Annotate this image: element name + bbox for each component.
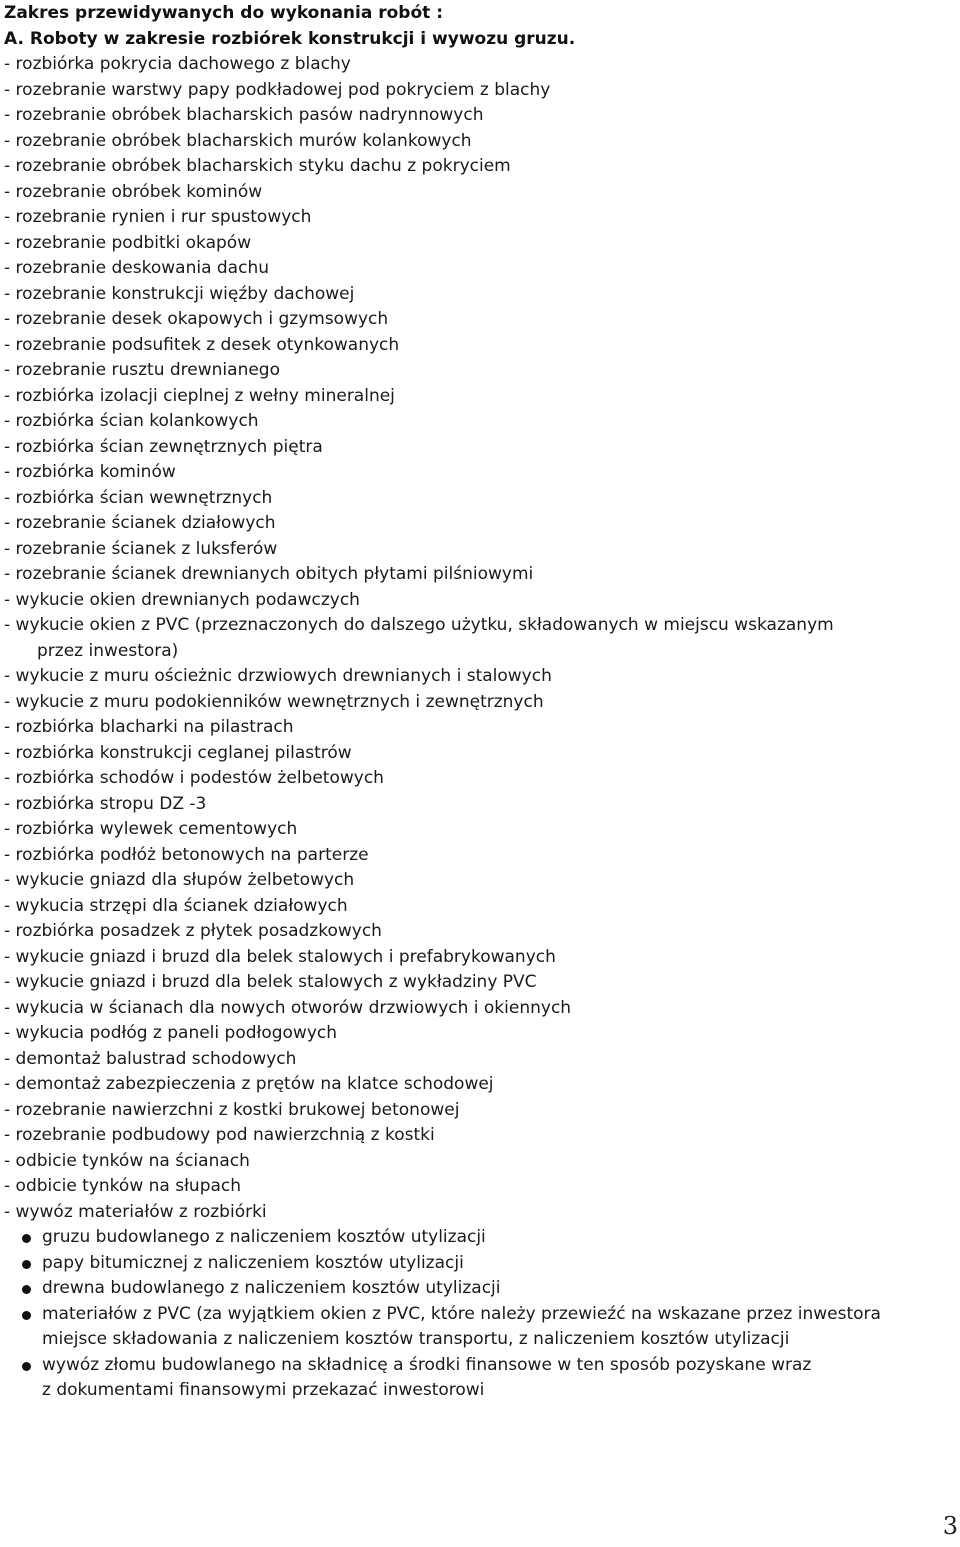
bullet-dot-icon [22, 1260, 31, 1269]
list-item: - rozebranie deskowania dachu [4, 258, 269, 278]
list-item: - rozebranie rusztu drewnianego [4, 360, 281, 380]
list-item: - demontaż balustrad schodowych [4, 1048, 297, 1069]
list-item: - rozbiórka wylewek cementowych [4, 819, 298, 839]
list-item: - rozebranie nawierzchni z kostki brukowej betonowej [4, 1099, 460, 1120]
document-header [0, 0, 960, 52]
bullet-item: wywóz złomu budowlanego na składnicę a środki finansowe w ten sposób pozyskane wraz z dokumentami finansowymi przekazać inwestorowi [22, 1353, 960, 1404]
list-item: - rozebranie desek okapowych i gzymsowych [4, 309, 389, 329]
list-item: - rozebranie podbitki okapów [4, 232, 252, 253]
list-item: - rozebranie ścianek działowych [4, 513, 276, 533]
list-item: - rozbiórka stropu DZ -3 [4, 793, 207, 814]
list-item: - wykucie gniazd dla słupów żelbetowych [4, 870, 355, 890]
list-item: - rozebranie rynien i rur spustowych [4, 207, 312, 227]
bullet-dot-icon [22, 1311, 31, 1320]
list-item: - wykucia strzępi dla ścianek działowych [4, 895, 348, 916]
list-item: - rozebranie warstwy papy podkładowej pod pokryciem z blachy [4, 79, 551, 100]
bullet-item: drewna budowlanego z naliczeniem kosztów utylizacji [22, 1276, 960, 1302]
bullet-dot-icon [22, 1234, 31, 1243]
list-item: - wykucie z muru ościeżnic drzwiowych drewnianych i stalowych [4, 666, 552, 686]
page-number: 3 [942, 1512, 958, 1540]
list-item: - rozebranie obróbek kominów [4, 181, 263, 202]
list-item: - wywóz materiałów z rozbiórki [4, 1201, 267, 1222]
list-item: - rozebranie ścianek z luksferów [4, 538, 278, 559]
bullet-item: materiałów z PVC (za wyjątkiem okien z PVC, które należy przewieźć na wskazane przez inwestora miejsce składowania z naliczeniem kosztów transportu, z naliczeniem kosztów utylizacji [22, 1302, 960, 1353]
list-item: - rozbiórka konstrukcji ceglanej pilastrów [4, 742, 352, 763]
list-item: - wykucia podłóg z paneli podłogowych [4, 1023, 338, 1043]
list-item: - rozbiórka ścian zewnętrznych piętra [4, 436, 323, 457]
list-item: - wykucie z muru podokienników wewnętrznych i zewnętrznych [4, 691, 544, 712]
bullet-dot-icon [22, 1362, 31, 1371]
list-item: - wykucie okien drewnianych podawczych [4, 589, 360, 610]
list-item: - demontaż zabezpieczenia z prętów na klatce schodowej [4, 1074, 494, 1094]
list-item: - rozbiórka posadzek z płytek posadzkowych [4, 921, 382, 941]
demolition-work-list [0, 52, 960, 1225]
list-item: - rozebranie ścianek drewnianych obitych płytami pilśniowymi [4, 564, 534, 584]
list-item: - rozbiórka kominów [4, 462, 176, 482]
list-item: - rozbiórka ścian kolankowych [4, 411, 259, 431]
bullet-item: papy bitumicznej z naliczeniem kosztów utylizacji [22, 1251, 960, 1277]
list-item: - rozebranie obróbek blacharskich styku dachu z pokryciem [4, 156, 511, 176]
list-item: - rozbiórka pokrycia dachowego z blachy [4, 54, 351, 74]
list-item: - rozbiórka izolacji cieplnej z wełny mineralnej [4, 385, 395, 406]
list-item: - rozbiórka podłóż betonowych na parterze [4, 844, 369, 865]
scope-title: Zakres przewidywanych do wykonania robót : [4, 3, 444, 23]
list-item: - rozebranie konstrukcji więźby dachowej [4, 283, 355, 304]
list-item: - rozebranie obróbek blacharskich pasów nadrynnowych [4, 105, 484, 125]
list-item: - rozebranie podsufitek z desek otynkowanych [4, 334, 400, 355]
list-item-pvc-windows: - wykucie okien z PVC (przeznaczonych do dalszego użytku, składowanych w miejscu wskazanym przez inwestora) [4, 613, 960, 664]
list-item: - rozbiórka ścian wewnętrznych [4, 487, 273, 508]
list-item: - odbicie tynków na słupach [4, 1176, 242, 1196]
list-item: - wykucia w ścianach dla nowych otworów drzwiowych i okiennych [4, 997, 572, 1018]
disposal-bullet-list [0, 1225, 960, 1404]
list-item: - rozbiórka blacharki na pilastrach [4, 717, 294, 737]
bullet-item: gruzu budowlanego z naliczeniem kosztów utylizacji [22, 1225, 960, 1251]
bullet-dot-icon [22, 1285, 31, 1294]
list-item: - rozebranie obróbek blacharskich murów kolankowych [4, 130, 472, 151]
list-item: - wykucie gniazd i bruzd dla belek stalowych z wykładziny PVC [4, 972, 537, 992]
list-item: - wykucie gniazd i bruzd dla belek stalowych i prefabrykowanych [4, 946, 556, 967]
list-item-continuation: przez inwestora) [37, 640, 179, 661]
list-item: - odbicie tynków na ścianach [4, 1150, 250, 1171]
list-item: - rozebranie podbudowy pod nawierzchnią z kostki [4, 1125, 435, 1145]
list-item: - rozbiórka schodów i podestów żelbetowych [4, 768, 384, 788]
section-a-title: A. Roboty w zakresie rozbiórek konstrukcji i wywozu gruzu. [4, 28, 576, 49]
